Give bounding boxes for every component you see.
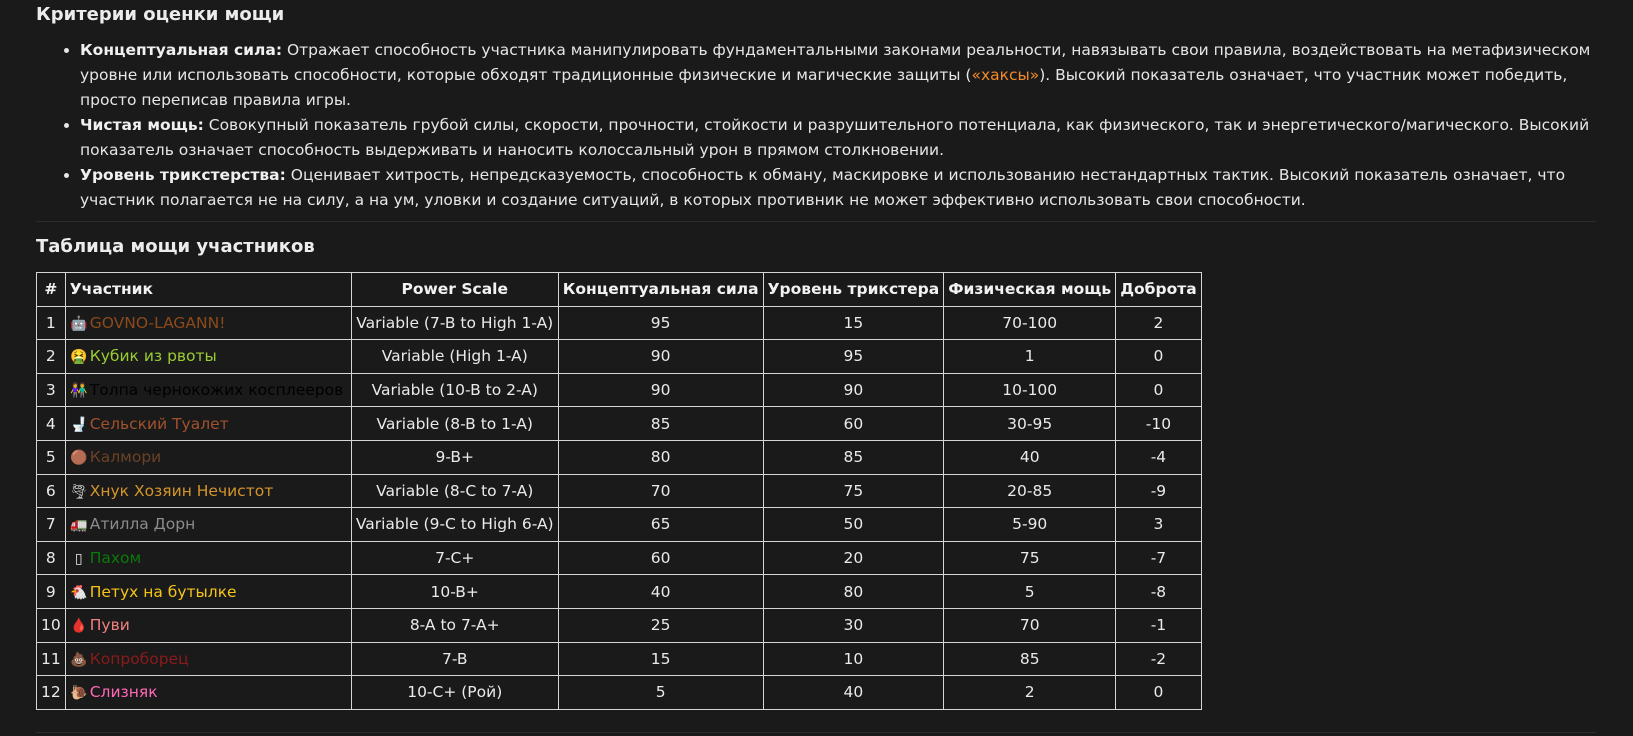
criteria-item-power [80,113,1596,163]
cell-num: 10 [37,608,66,642]
cell-power-scale: Variable (High 1-A) [351,340,558,374]
header-num: # [37,273,66,307]
table-heading: Таблица мощи участников [36,236,315,257]
cell-physical: 40 [944,440,1116,474]
cell-power-scale: 10-B+ [351,575,558,609]
cell-physical: 20-85 [944,474,1116,508]
participant-emoji-icon: 🤖 [70,315,88,332]
participant-emoji-icon: 💩 [70,651,88,668]
cell-concept: 90 [558,373,763,407]
cell-power-scale: 10-C+ (Рой) [351,676,558,710]
cell-concept: 95 [558,306,763,340]
cell-concept: 70 [558,474,763,508]
cell-trickster: 20 [763,541,944,575]
cell-participant [65,340,351,374]
participant-emoji-icon: 🟤 [70,450,88,467]
cell-trickster: 15 [763,306,944,340]
table-row [37,508,1202,542]
cell-power-scale: 8-A to 7-A+ [351,608,558,642]
cell-trickster: 80 [763,575,944,609]
table-body [37,306,1202,709]
section-divider [36,221,1596,222]
participant-emoji-icon: 🤮 [70,349,88,366]
cell-concept: 15 [558,642,763,676]
cell-kindness: 3 [1116,508,1201,542]
cell-kindness: -4 [1116,440,1201,474]
cell-kindness: -2 [1116,642,1201,676]
cell-concept: 90 [558,340,763,374]
header-physical: Физическая мощь [944,273,1116,307]
cell-trickster: 50 [763,508,944,542]
cell-power-scale: 9-B+ [351,440,558,474]
participant-emoji-icon: 🩸 [70,618,88,635]
cell-concept: 5 [558,676,763,710]
cell-num: 9 [37,575,66,609]
header-concept: Концептуальная сила [558,273,763,307]
cell-power-scale: Variable (10-B to 2-A) [351,373,558,407]
cell-physical: 10-100 [944,373,1116,407]
cell-power-scale: Variable (8-C to 7-A) [351,474,558,508]
cell-kindness: 0 [1116,373,1201,407]
table-row [37,608,1202,642]
cell-num: 2 [37,340,66,374]
cell-num: 7 [37,508,66,542]
cell-physical: 75 [944,541,1116,575]
cell-participant [65,642,351,676]
cell-num: 12 [37,676,66,710]
participant-emoji-icon: 🌪 [69,483,88,500]
table-row [37,642,1202,676]
cell-trickster: 75 [763,474,944,508]
participant-name: Пахом [89,549,142,568]
cell-participant [65,407,351,441]
participant-name: GOVNO-LAGANN! [89,313,226,332]
cell-trickster: 40 [763,676,944,710]
cell-kindness: -1 [1116,608,1201,642]
cell-num: 11 [37,642,66,676]
cell-participant [65,575,351,609]
header-kindness: Доброта [1116,273,1201,307]
participant-emoji-icon: 🚽 [70,416,88,433]
criteria-item-concept [80,38,1596,113]
cell-num: 3 [37,373,66,407]
criteria-heading: Критерии оценки мощи [36,4,285,25]
cell-concept: 65 [558,508,763,542]
header-power-scale: Power Scale [351,273,558,307]
participant-name: Сельский Туалет [89,414,229,433]
cell-concept: 60 [558,541,763,575]
cell-participant [65,474,351,508]
cell-trickster: 60 [763,407,944,441]
cell-trickster: 95 [763,340,944,374]
cell-power-scale: 7-B [351,642,558,676]
cell-participant [65,508,351,542]
cell-physical: 5-90 [944,508,1116,542]
cell-participant [65,373,351,407]
criteria-text: Отражает способность участника манипулировать фундаментальными законами реальности, навязывать свои правила, воздействовать на метафизическом уровне или использовать способности, которые обходят традиционные физические и магические защиты ( [80,41,1591,84]
participant-emoji-icon: ▯ [74,551,83,568]
cell-kindness: -10 [1116,407,1201,441]
cell-power-scale: 7-C+ [351,541,558,575]
cell-power-scale: Variable (8-B to 1-A) [351,407,558,441]
cell-participant [65,440,351,474]
cell-concept: 40 [558,575,763,609]
table-row [37,474,1202,508]
cell-num: 1 [37,306,66,340]
cell-kindness: 0 [1116,340,1201,374]
participant-emoji-icon: 👫 [70,383,88,400]
cell-trickster: 30 [763,608,944,642]
cell-participant [65,676,351,710]
criteria-text: Совокупный показатель грубой силы, скорости, прочности, стойкости и разрушительного потенциала, как физического, так и энергетического/магического. Высокий показатель означает способность выдерживать и наносить колоссальный урон в прямом столкновении. [80,116,1590,159]
table-row [37,407,1202,441]
criteria-title: Чистая мощь: [80,116,204,134]
bottom-divider [36,732,1596,733]
table-row [37,340,1202,374]
participant-name: Слизняк [89,683,158,702]
cell-kindness: -7 [1116,541,1201,575]
hacks-highlight: «хаксы» [971,66,1040,84]
participant-name: Толпа чернокожих косплееров [89,381,344,400]
criteria-title: Уровень трикстерства: [80,166,286,184]
cell-concept: 85 [558,407,763,441]
cell-num: 8 [37,541,66,575]
participant-name: Петух на бутылке [89,582,237,601]
cell-num: 4 [37,407,66,441]
cell-physical: 85 [944,642,1116,676]
participant-name: Кубик из рвоты [89,347,217,366]
power-table [36,272,1202,710]
cell-power-scale: Variable (9-C to High 6-A) [351,508,558,542]
cell-concept: 25 [558,608,763,642]
cell-physical: 70 [944,608,1116,642]
cell-kindness: -8 [1116,575,1201,609]
participant-name: Копроборец [89,649,189,668]
criteria-text: Оценивает хитрость, непредсказуемость, способность к обману, маскировке и использованию нестандартных тактик. Высокий показатель означает, что участник полагается не на силу, а на ум, уловки и создание ситуаций, в которых противник не может эффективно использовать свои способности. [80,166,1566,209]
table-header-row [37,273,1202,307]
table-row [37,541,1202,575]
participant-name: Пуви [89,616,130,635]
cell-physical: 30-95 [944,407,1116,441]
criteria-item-trickster [80,163,1596,213]
table-row [37,575,1202,609]
cell-physical: 1 [944,340,1116,374]
cell-participant [65,608,351,642]
cell-physical: 2 [944,676,1116,710]
cell-trickster: 90 [763,373,944,407]
cell-power-scale: Variable (7-B to High 1-A) [351,306,558,340]
participant-emoji-icon: 🐌 [70,685,88,702]
cell-num: 5 [37,440,66,474]
cell-concept: 80 [558,440,763,474]
table-row [37,676,1202,710]
criteria-title: Концептуальная сила: [80,41,283,59]
cell-physical: 5 [944,575,1116,609]
cell-physical: 70-100 [944,306,1116,340]
table-row [37,440,1202,474]
cell-kindness: 2 [1116,306,1201,340]
criteria-text-after: ). Высокий показатель означает, что участник может победить, просто переписав правила игры. [80,66,1568,109]
cell-kindness: 0 [1116,676,1201,710]
participant-emoji-icon: 🐔 [70,584,88,601]
table-row [37,373,1202,407]
criteria-list [36,38,1596,213]
participant-name: Атилла Дорн [89,515,196,534]
table-row [37,306,1202,340]
cell-num: 6 [37,474,66,508]
header-trickster: Уровень трикстера [763,273,944,307]
participant-name: Хнук Хозяин Нечистот [89,481,274,500]
cell-participant [65,541,351,575]
cell-trickster: 85 [763,440,944,474]
cell-kindness: -9 [1116,474,1201,508]
participant-name: Калмори [89,448,162,467]
header-participant: Участник [65,273,351,307]
cell-trickster: 10 [763,642,944,676]
cell-participant [65,306,351,340]
participant-emoji-icon: 🚛 [70,517,88,534]
